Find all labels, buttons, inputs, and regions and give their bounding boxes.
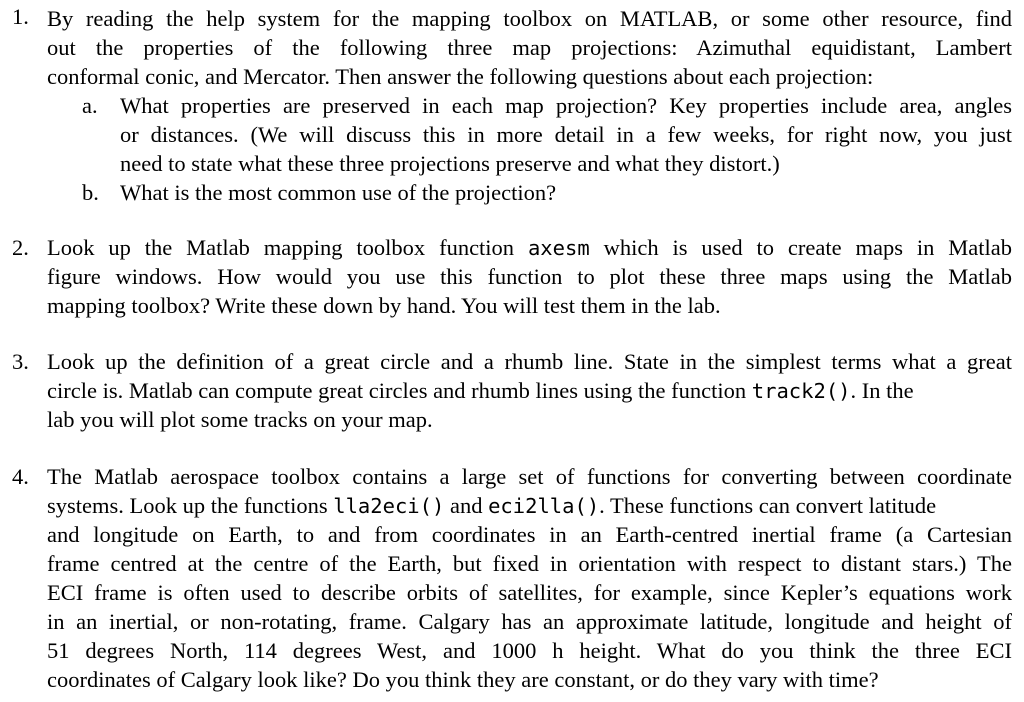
- question-text-line: out the properties of the following three map projections: Azimuthal equidistant, Lambert: [47, 35, 1012, 60]
- question-text-line: [47, 376, 1012, 405]
- question-text: circle is. Matlab can compute great circles and rhumb lines using the function: [47, 378, 747, 403]
- question-text-line: Look up the definition of a great circle and a rhumb line. State in the simplest terms what a great: [47, 349, 1012, 374]
- question-text: which is used to create maps in Matlab: [603, 235, 1013, 260]
- question-text-line: figure windows. How would you use this function to plot these three maps using the Matlab: [47, 264, 1012, 289]
- question-text: . In the: [850, 378, 914, 403]
- code-function-name: lla2eci(): [333, 494, 445, 518]
- question-text-line: [47, 491, 1012, 520]
- question-number: 3.: [12, 349, 29, 374]
- question-text: . These functions can convert latitude: [599, 493, 937, 518]
- question-number: 2.: [12, 235, 29, 260]
- code-function-name: eci2lla(): [488, 494, 600, 518]
- question-text-line: lab you will plot some tracks on your map.: [47, 407, 433, 432]
- question-text-line: conformal conic, and Mercator. Then answer the following questions about each projection:: [47, 64, 874, 89]
- question-text-line: ECI frame is often used to describe orbits of satellites, for example, since Kepler’s equations work: [47, 580, 1012, 605]
- question-text-line: mapping toolbox? Write these down by hand. You will test them in the lab.: [47, 293, 721, 318]
- sub-question-text-line: What properties are preserved in each map projection? Key properties include area, angles: [120, 93, 1012, 118]
- question-text: systems. Look up the functions: [47, 493, 328, 518]
- question-text-line: in an inertial, or non-rotating, frame. Calgary has an approximate latitude, longitude and height of: [47, 609, 1012, 634]
- question-text: Look up the Matlab mapping toolbox function: [47, 235, 515, 260]
- sub-question-text-line: or distances. (We will discuss this in more detail in a few weeks, for right now, you just: [120, 122, 1012, 147]
- sub-question-label: a.: [82, 93, 98, 118]
- question-text-line: coordinates of Calgary look like? Do you think they are constant, or do they vary with time?: [47, 667, 879, 692]
- question-number: 1.: [12, 4, 29, 29]
- sub-question-text-line: need to state what these three projections preserve and what they distort.): [120, 151, 780, 176]
- code-function-name: axesm: [527, 236, 590, 260]
- question-text-line: 51 degrees North, 114 degrees West, and 1000 h height. What do you think the three ECI: [47, 638, 1012, 663]
- question-text: and: [449, 493, 483, 518]
- question-text-line: frame centred at the centre of the Earth, but fixed in orientation with respect to distant stars.) The: [47, 551, 1012, 576]
- question-text-line: By reading the help system for the mapping toolbox on MATLAB, or some other resource, find: [47, 6, 1012, 31]
- question-number: 4.: [12, 464, 29, 489]
- code-function-name: track2(): [751, 379, 851, 403]
- question-text-line: [47, 233, 1012, 262]
- question-text-line: The Matlab aerospace toolbox contains a large set of functions for converting between coordinate: [47, 464, 1012, 489]
- sub-question-label: b.: [82, 180, 99, 205]
- question-text-line: and longitude on Earth, to and from coordinates in an Earth-centred inertial frame (a Cartesian: [47, 522, 1012, 547]
- sub-question-text-line: What is the most common use of the projection?: [120, 180, 557, 205]
